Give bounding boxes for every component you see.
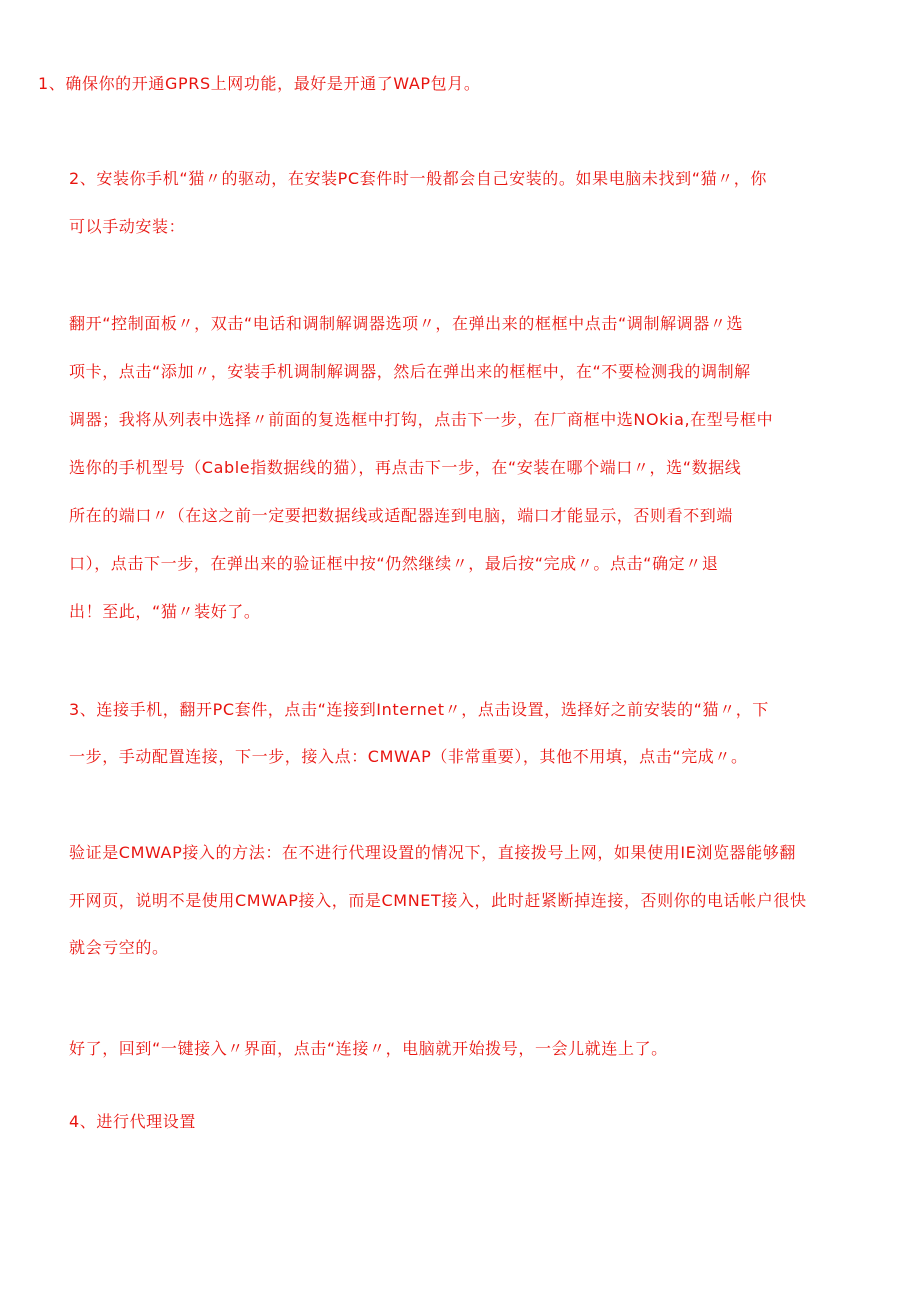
step-1-line-1: 1、确保你的开通GPRS上网功能，最好是开通了WAP包月。	[38, 74, 481, 93]
modem-install-line-4: 选你的手机型号（Cable指数据线的猫），再点击下一步，在“安装在哪个端口〃，选“数据线	[69, 458, 742, 477]
step-4-line-1: 4、进行代理设置	[69, 1112, 196, 1131]
connect-line-1: 好了，回到“一键接入〃界面，点击“连接〃，电脑就开始拨号，一会儿就连上了。	[69, 1039, 668, 1058]
modem-install-line-1: 翻开“控制面板〃，双击“电话和调制解调器选项〃，在弹出来的框框中点击“调制解调器〃选	[69, 314, 744, 333]
step-3-line-2: 一步，手动配置连接，下一步，接入点：CMWAP（非常重要），其他不用填，点击“完成〃。	[69, 747, 748, 766]
verify-line-2: 开网页，说明不是使用CMWAP接入，而是CMNET接入，此时赶紧断掉连接，否则你的电话帐户很快	[69, 891, 807, 910]
modem-install-line-3: 调器；我将从列表中选择〃前面的复选框中打钩，点击下一步，在厂商框中选NOkia,在型号框中	[69, 410, 774, 429]
modem-install-line-5: 所在的端口〃（在这之前一定要把数据线或适配器连到电脑，端口才能显示，否则看不到端	[69, 506, 734, 525]
modem-install-line-7: 出！至此，“猫〃装好了。	[69, 602, 261, 621]
modem-install-line-2: 项卡，点击“添加〃，安装手机调制解调器，然后在弹出来的框框中，在“不要检测我的调制解	[69, 362, 751, 381]
step-2-line-1: 2、安装你手机“猫〃的驱动，在安装PC套件时一般都会自己安装的。如果电脑未找到“猫〃，你	[69, 169, 767, 188]
modem-install-line-6: 口），点击下一步，在弹出来的验证框中按“仍然继续〃，最后按“完成〃。点击“确定〃退	[69, 554, 719, 573]
verify-line-3: 就会亏空的。	[69, 938, 169, 957]
step-3-line-1: 3、连接手机，翻开PC套件，点击“连接到Internet〃，点击设置，选择好之前安装的“猫〃，下	[69, 700, 769, 719]
verify-line-1: 验证是CMWAP接入的方法：在不进行代理设置的情况下，直接拨号上网，如果使用IE浏览器能够翻	[69, 843, 796, 862]
step-2-line-2: 可以手动安装：	[69, 217, 186, 236]
